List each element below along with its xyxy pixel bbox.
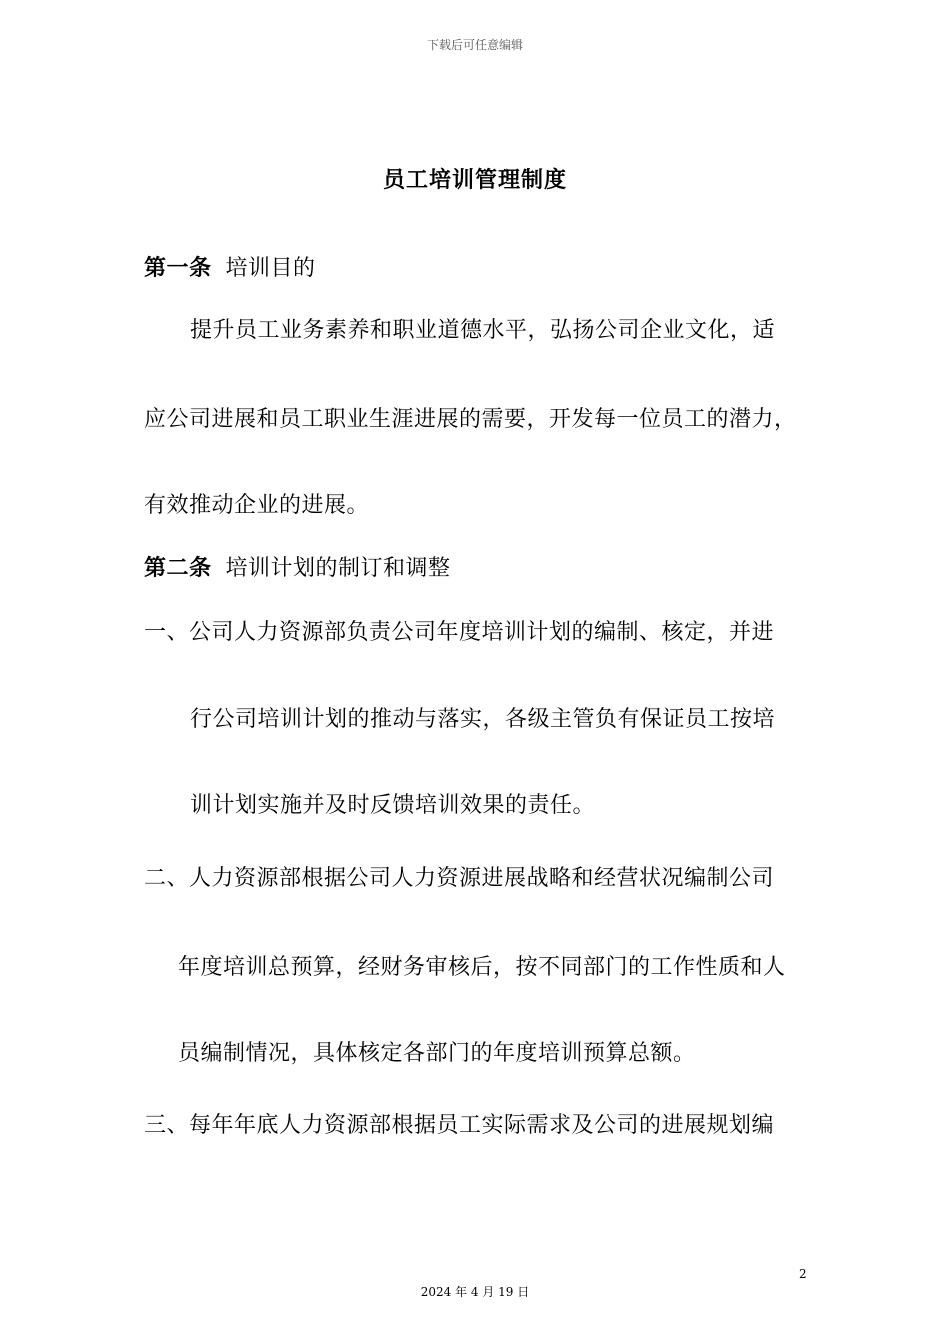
item-1-line-1: 一、公司人力资源部负责公司年度培训计划的编制、核定，并进 — [144, 620, 775, 645]
item-1-line-2: 行公司培训计划的推动与落实，各级主管负有保证员工按培 — [190, 707, 776, 732]
document-title: 员工培训管理制度 — [382, 168, 567, 193]
article-1-line-3: 有效推动企业的进展。 — [144, 493, 370, 518]
footer-date: 2024 年 4 月 19 日 — [420, 1285, 530, 1299]
item-2-line-3: 员编制情况，具体核定各部门的年度培训预算总额。 — [178, 1041, 696, 1066]
article-1-label: 第一条 — [144, 256, 212, 281]
article-1-title: 培训目的 — [225, 256, 316, 281]
item-2-line-1: 二、人力资源部根据公司人力资源进展战略和经营状况编制公司 — [144, 866, 775, 891]
article-2-heading — [144, 554, 451, 584]
article-1-line-1: 提升员工业务素养和职业道德水平，弘扬公司企业文化，适 — [190, 318, 776, 343]
article-1-heading — [144, 254, 316, 284]
article-1-line-2: 应公司进展和员工职业生涯进展的需要，开发每一位员工的潜力， — [144, 407, 797, 432]
item-2-line-2: 年度培训总预算，经财务审核后，按不同部门的工作性质和人 — [178, 955, 786, 980]
item-3-line-1: 三、每年年底人力资源部根据员工实际需求及公司的进展规划编 — [144, 1113, 775, 1138]
page-number: 2 — [799, 1267, 807, 1281]
article-2-label: 第二条 — [144, 556, 212, 581]
header-note: 下载后可任意编辑 — [426, 38, 523, 52]
article-2-title: 培训计划的制订和调整 — [225, 556, 451, 581]
item-1-line-3: 训计划实施并及时反馈培训效果的责任。 — [190, 793, 596, 818]
